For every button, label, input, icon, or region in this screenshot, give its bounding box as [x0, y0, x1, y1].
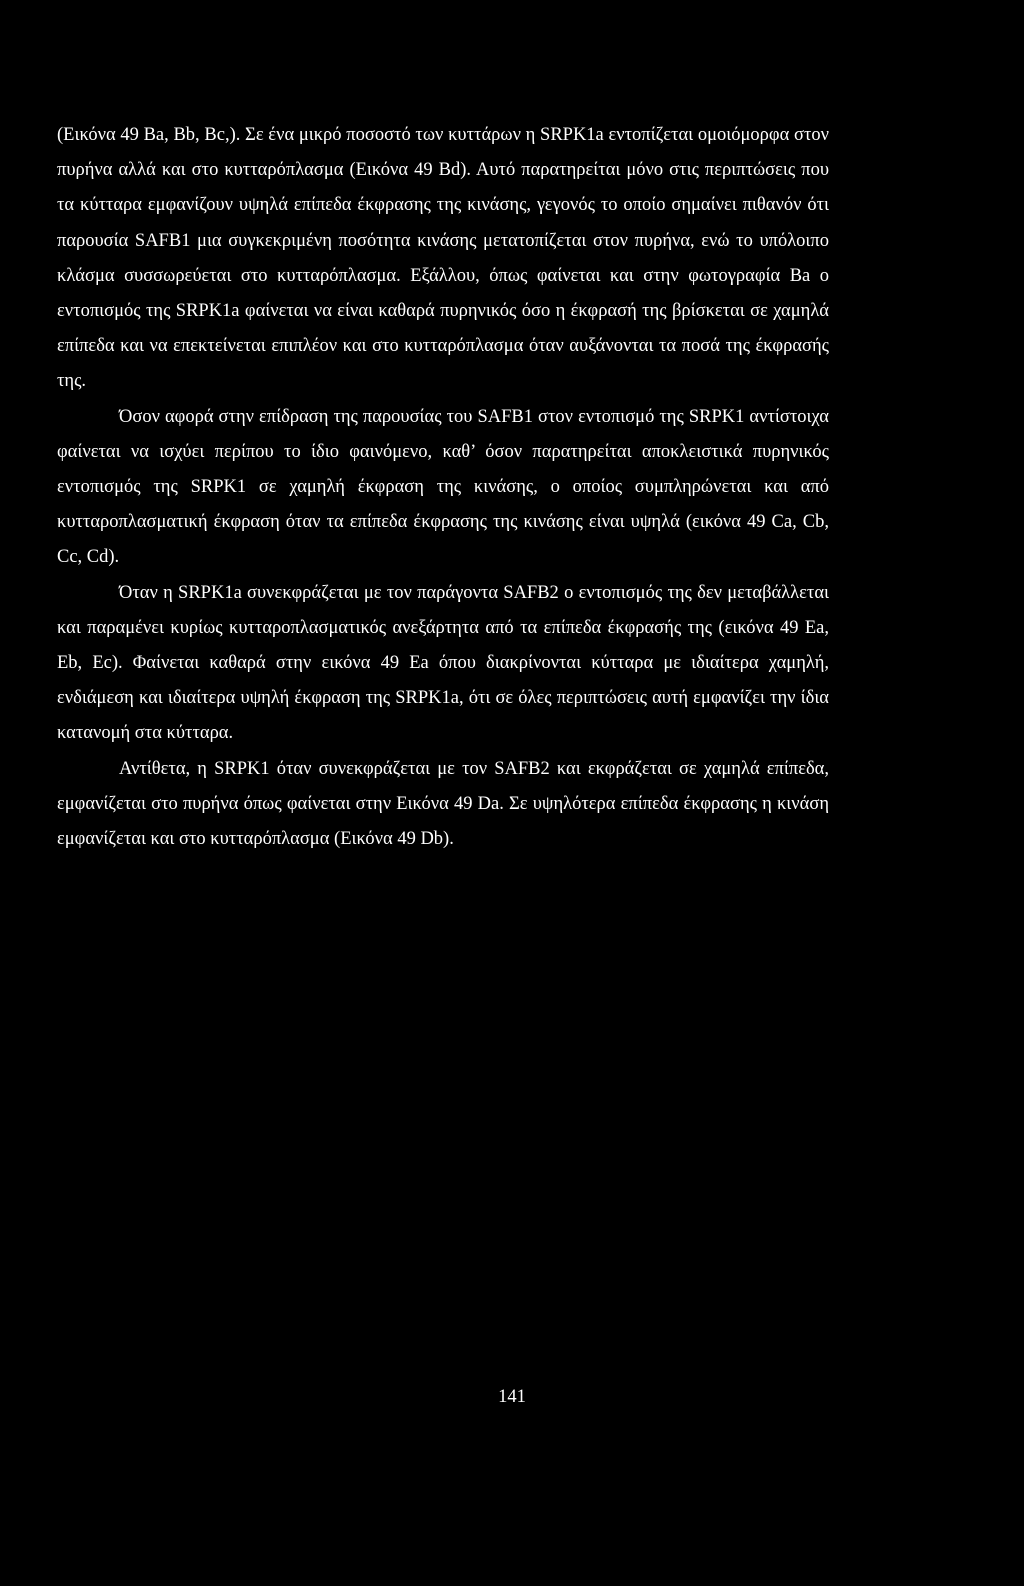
paragraph-2: Όσον αφορά στην επίδραση της παρουσίας του SAFB1 στον εντοπισμό της SRPK1 αντίστοιχα φαίνεται να ισχύει περίπου το ίδιο φαινόμενο, καθ’ όσον παρατηρείται αποκλειστικά πυρηνικός εντοπισμός της SRPK1 σε χαμηλή έκφραση της κινάσης, ο οποίος συμπληρώνεται και από κυτταροπλασματική έκφραση όταν τα επίπεδα έκφρασης της κινάσης είναι υψηλά (εικόνα 49 Ca, Cb, Cc, Cd).	[57, 406, 829, 568]
paragraph-1: (Εικόνα 49 Ba, Bb, Bc,). Σε ένα μικρό ποσοστό των κυττάρων η SRPK1a εντοπίζεται ομοιόμορφα στον πυρήνα αλλά και στο κυτταρόπλασμα (Εικόνα 49 Bd). Αυτό παρατηρείται μόνο στις περιπτώσεις που τα κύτταρα εμφανίζουν υψηλά επίπεδα έκφρασης της κινάσης, γεγονός το οποίο σημαίνει πιθανόν ότι παρουσία SAFB1 μια συγκεκριμένη ποσότητα κινάσης μετατοπίζεται στον πυρήνα, ενώ το υπόλοιπο κλάσμα συσσωρεύεται στο κυτταρόπλασμα. Εξάλλου, όπως φαίνεται και στην φωτογραφία Ba ο εντοπισμός της SRPK1a φαίνεται να είναι καθαρά πυρηνικός όσο η έκφρασή της βρίσκεται σε χαμηλά επίπεδα και να επεκτείνεται επιπλέον και στο κυτταρόπλασμα όταν αυξάνονται τα ποσά της έκφρασής της.	[57, 125, 829, 392]
paragraph-3: Όταν η SRPK1a συνεκφράζεται με τον παράγοντα SAFB2 ο εντοπισμός της δεν μεταβάλλεται και παραμένει κυρίως κυτταροπλασματικός ανεξάρτητα από τα επίπεδα έκφρασής της (εικόνα 49 Ea, Eb, Ec). Φαίνεται καθαρά στην εικόνα 49 Ea όπου διακρίνονται κύτταρα με ιδιαίτερα χαμηλή, ενδιάμεση και ιδιαίτερα υψηλή έκφραση της SRPK1a, ότι σε όλες περιπτώσεις αυτή εμφανίζει την ίδια κατανομή στα κύτταρα.	[57, 582, 829, 744]
paragraph-4: Αντίθετα, η SRPK1 όταν συνεκφράζεται με τον SAFB2 και εκφράζεται σε χαμηλά επίπεδα, εμφανίζεται στο πυρήνα όπως φαίνεται στην Εικόνα 49 Da. Σε υψηλότερα επίπεδα έκφρασης η κινάση εμφανίζεται και στο κυτταρόπλασμα (Εικόνα 49 Db).	[57, 758, 829, 850]
body-text	[57, 118, 829, 857]
page-number: 141	[498, 1387, 526, 1407]
